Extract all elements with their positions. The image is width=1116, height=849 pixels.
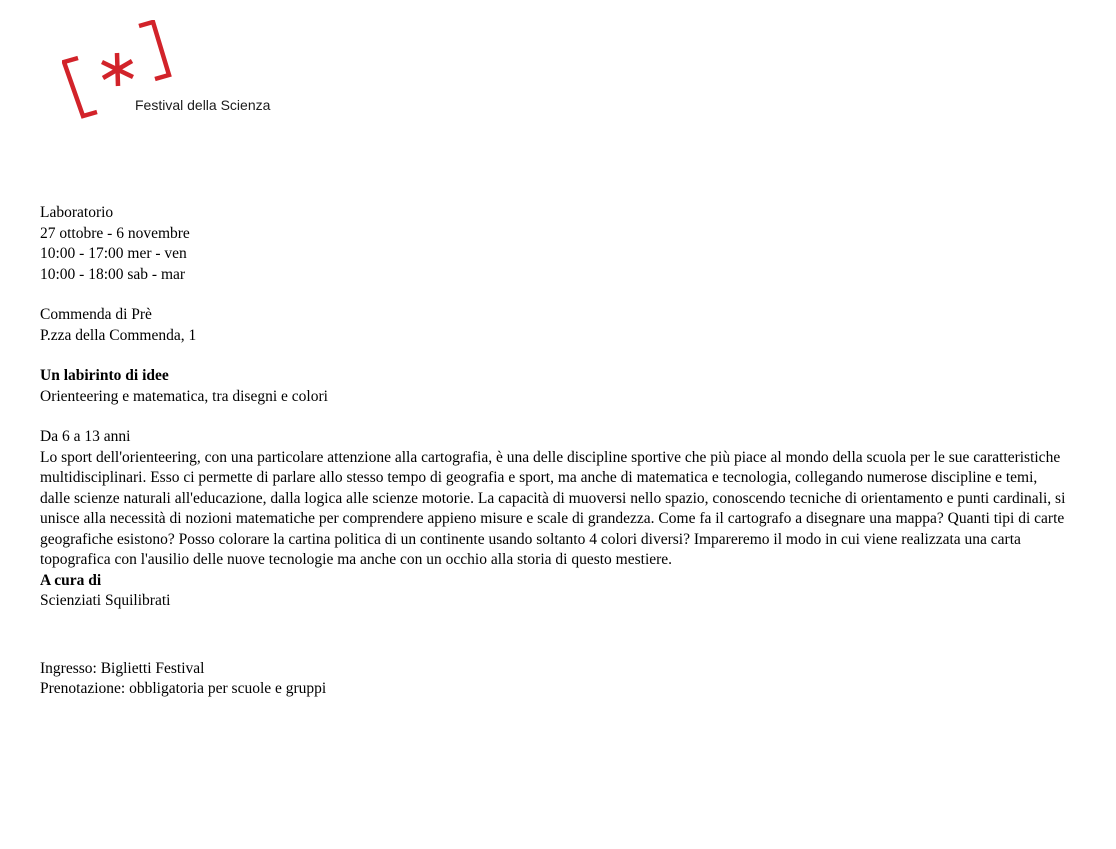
event-hours-weekday: 10:00 - 17:00 mer - ven [40, 245, 187, 262]
event-description: Lo sport dell'orienteering, con una particolare attenzione alla cartografia, è una delle discipline sportive che più piace al mondo della scuola per le sue caratteristiche multidisciplinari. Esso ci permette di parlare allo stesso tempo di geografia e sport, ma anche di matematica e tecnologia, collegando numerose discipline e temi, dalle scienze naturali all'educazione, dalla logica alle scienze motorie. La capacità di muoversi nello spazio, conoscendo tecniche di orientamento e punti cardinali, si unisce alla necessità di nozioni matematiche per comprendere appieno misure e scale di grandezza. Come fa il cartografo a disegnare una mappa? Quanti tipi di carte geografiche esistono? Posso colorare la cartina politica di un continente usando soltanto 4 colori diversi? Impareremo il modo in cui viene realizzata una carta topografica con l'ausilio delle nuove tecnologie ma anche con un occhio alla storia di questo mestiere. [40, 448, 1066, 568]
event-type: Laboratorio [40, 204, 114, 221]
event-heading [40, 366, 1080, 407]
event-entry: Ingresso: Biglietti Festival [40, 659, 205, 677]
event-booking: Prenotazione: obbligatoria per scuole e gruppi [40, 680, 327, 697]
festival-logo [62, 20, 292, 120]
event-subtitle: Orienteering e matematica, tra disegni e colori [40, 387, 328, 405]
event-dates: 27 ottobre - 6 novembre [40, 224, 190, 242]
event-details [40, 203, 1080, 700]
event-schedule [40, 224, 1080, 286]
festival-name: Festival della Scienza [135, 97, 271, 113]
event-title: Un labirinto di idee [40, 367, 169, 384]
event-curator [40, 571, 1080, 612]
venue-address: P.zza della Commenda, 1 [40, 326, 197, 344]
event-hours-weekend: 10:00 - 18:00 sab - mar [40, 265, 186, 283]
event-venue [40, 305, 1080, 346]
curator-label: A cura di [40, 571, 102, 589]
curator-name: Scienziati Squilibrati [40, 592, 171, 609]
event-age: Da 6 a 13 anni [40, 428, 131, 445]
venue-name: Commenda di Prè [40, 306, 152, 323]
